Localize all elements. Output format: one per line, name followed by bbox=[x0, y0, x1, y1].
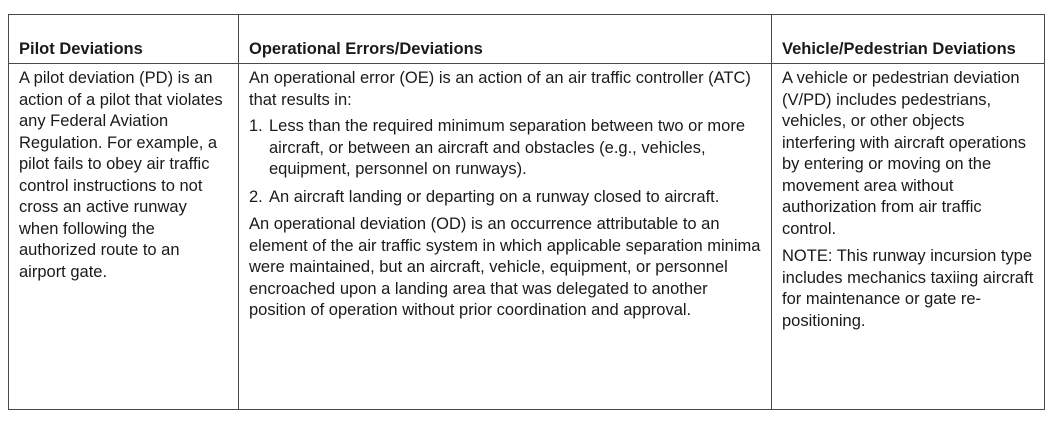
cell-vehicle-pedestrian bbox=[772, 64, 1045, 410]
list-item bbox=[249, 116, 763, 181]
operational-error-list bbox=[249, 116, 763, 208]
list-item-number: 1. bbox=[249, 117, 263, 135]
cell-pilot-deviations bbox=[9, 64, 239, 410]
list-item-number: 2. bbox=[249, 187, 263, 206]
list-item-text: Less than the required minimum separation between two or more aircraft, or between an aircraft and obstacles (e.g., vehicles, equipment, personnel on runways). bbox=[269, 117, 745, 178]
cell-operational-errors bbox=[239, 64, 772, 410]
vehicle-deviation-text: A vehicle or pedestrian deviation (V/PD) includes pedestrians, vehicles, or other objects interfering with aircraft operations by entering or moving on the movement area without authorization from air traffic control. bbox=[782, 69, 1026, 238]
list-item bbox=[249, 187, 763, 209]
pilot-deviation-text: A pilot deviation (PD) is an action of a pilot that violates any Federal Aviation Regulation. For example, a pilot fails to obey air traffic control instructions to not cross an active runway when following the authorized route to an airport gate. bbox=[19, 69, 223, 281]
table-header-row bbox=[9, 15, 1045, 64]
header-vehicle-pedestrian: Vehicle/Pedestrian Deviations bbox=[772, 15, 1045, 64]
table-row bbox=[9, 64, 1045, 410]
document-page bbox=[8, 14, 1045, 410]
runway-incursion-table bbox=[8, 14, 1045, 410]
vehicle-deviation-note: NOTE: This runway incursion type includes mechanics taxiing aircraft for maintenance or gate re-positioning. bbox=[782, 247, 1034, 330]
list-item-text: An aircraft landing or departing on a runway closed to aircraft. bbox=[269, 187, 720, 206]
header-pilot-deviations: Pilot Deviations bbox=[9, 15, 239, 64]
header-operational-errors: Operational Errors/Deviations bbox=[239, 15, 772, 64]
operational-deviation-text: An operational deviation (OD) is an occurrence attributable to an element of the air traffic system in which applicable separation minima were maintained, but an aircraft, vehicle, equipment, or personnel encroached upon a landing area that was delegated to another position of operation without prior coordination and approval. bbox=[249, 215, 761, 319]
operational-error-intro: An operational error (OE) is an action of an air traffic controller (ATC) that results in: bbox=[249, 69, 751, 109]
